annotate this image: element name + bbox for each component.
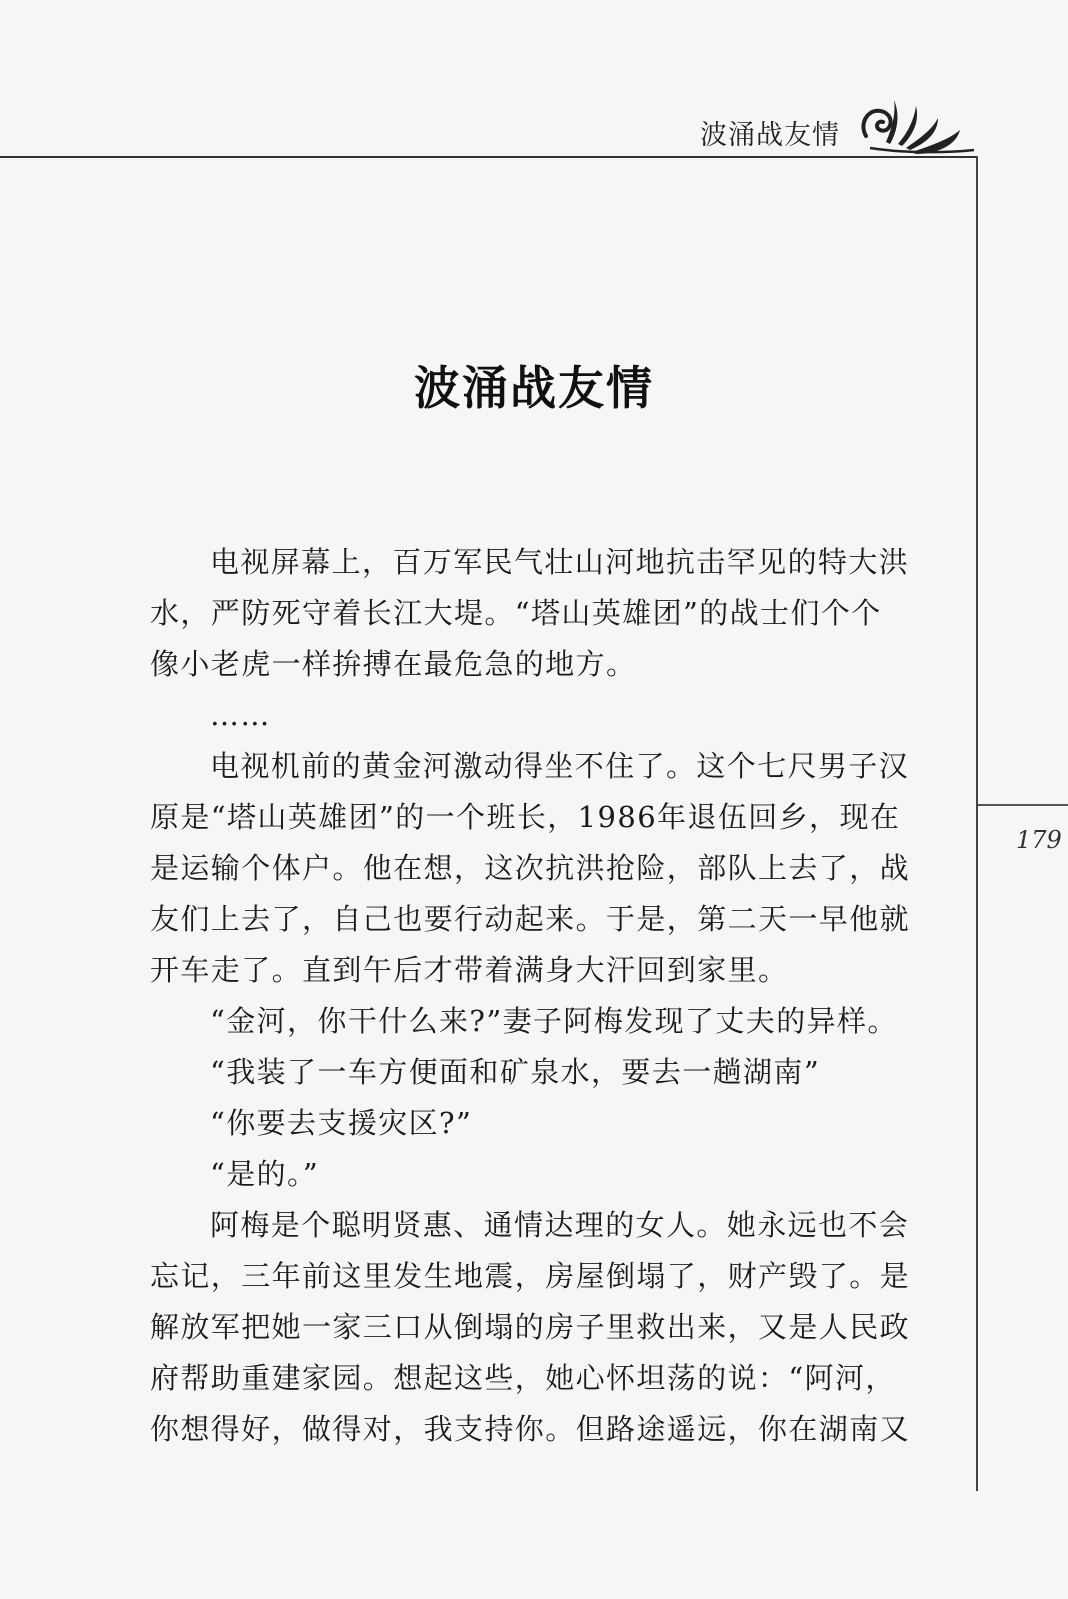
running-head-title: 波涌战友情 (700, 120, 840, 151)
text-line: 府帮助重建家园。想起这些，她心怀坦荡的说：“阿河， (150, 1361, 896, 1395)
text-line: …… (210, 698, 271, 732)
text-line: 水，严防死守着长江大堤。“塔山英雄团”的战士们个个 (150, 596, 882, 630)
text-line: “你要去支援灾区?” (210, 1106, 473, 1140)
chapter-title: 波涌战友情 (414, 361, 654, 415)
text-line: “是的。” (210, 1157, 320, 1191)
header-rule (0, 156, 978, 158)
page-number-rule (978, 804, 1068, 806)
page-number: 179 (1016, 826, 1062, 854)
text-line: 像小老虎一样拚搏在最危急的地方。 (150, 647, 637, 681)
text-line: 你想得好，做得对，我支持你。但路途遥远，你在湖南又 (150, 1412, 911, 1446)
body-text (150, 537, 915, 1455)
swirl-ornament-icon (856, 92, 976, 158)
text-line: “我装了一车方便面和矿泉水，要去一趟湖南” (210, 1055, 821, 1089)
text-line: “金河，你干什么来?”妻子阿梅发现了丈夫的异样。 (210, 1004, 898, 1038)
text-line: 电视机前的黄金河激动得坐不住了。这个七尺男子汉 (210, 749, 910, 783)
text-line: 阿梅是个聪明贤惠、通情达理的女人。她永远也不会 (210, 1208, 910, 1242)
text-line: 忘记，三年前这里发生地震，房屋倒塌了，财产毁了。是 (150, 1259, 911, 1293)
text-line: 原是“塔山英雄团”的一个班长，1986年退伍回乡，现在 (150, 800, 901, 834)
text-line: 友们上去了，自己也要行动起来。于是，第二天一早他就 (150, 902, 911, 936)
text-line: 解放军把她一家三口从倒塌的房子里救出来，又是人民政 (150, 1310, 911, 1344)
text-line: 电视屏幕上，百万军民气壮山河地抗击罕见的特大洪 (210, 545, 910, 579)
text-line: 是运输个体户。他在想，这次抗洪抢险，部队上去了，战 (150, 851, 911, 885)
text-line: 开车走了。直到午后才带着满身大汗回到家里。 (150, 953, 789, 987)
